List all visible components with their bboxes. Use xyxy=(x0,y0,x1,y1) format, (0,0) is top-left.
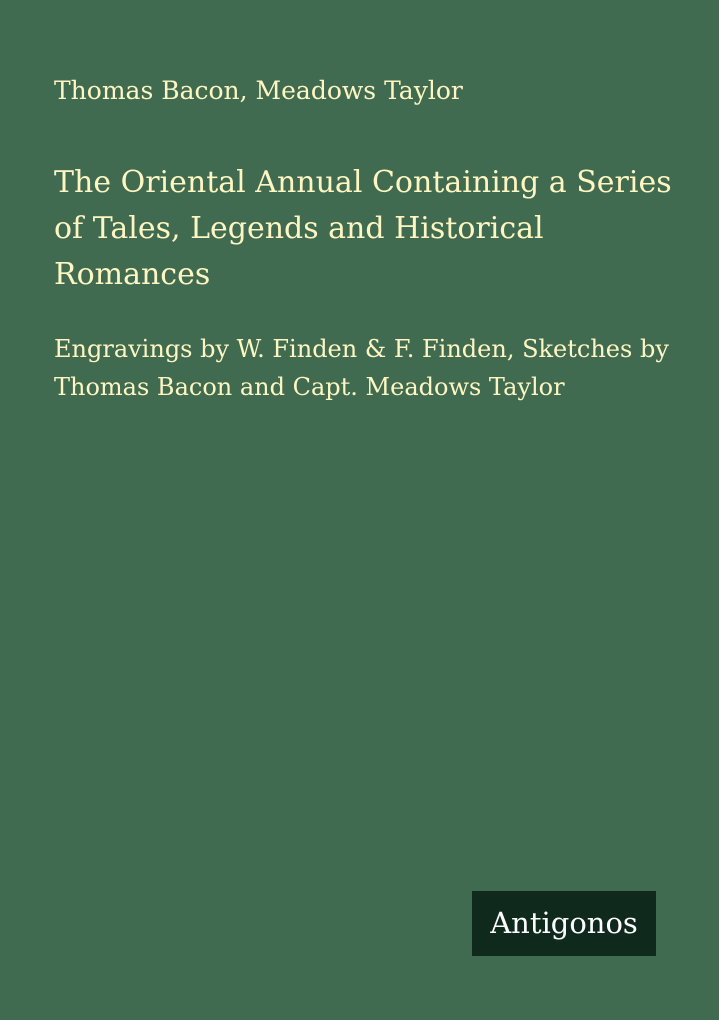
publisher-logo: Antigonos xyxy=(472,891,656,956)
author-line: Thomas Bacon, Meadows Taylor xyxy=(54,76,463,105)
book-subtitle: Engravings by W. Finden & F. Finden, Sketches by Thomas Bacon and Capt. Meadows Taylor xyxy=(54,335,669,401)
book-title: The Oriental Annual Containing a Series of Tales, Legends and Historical Romances xyxy=(54,165,672,292)
